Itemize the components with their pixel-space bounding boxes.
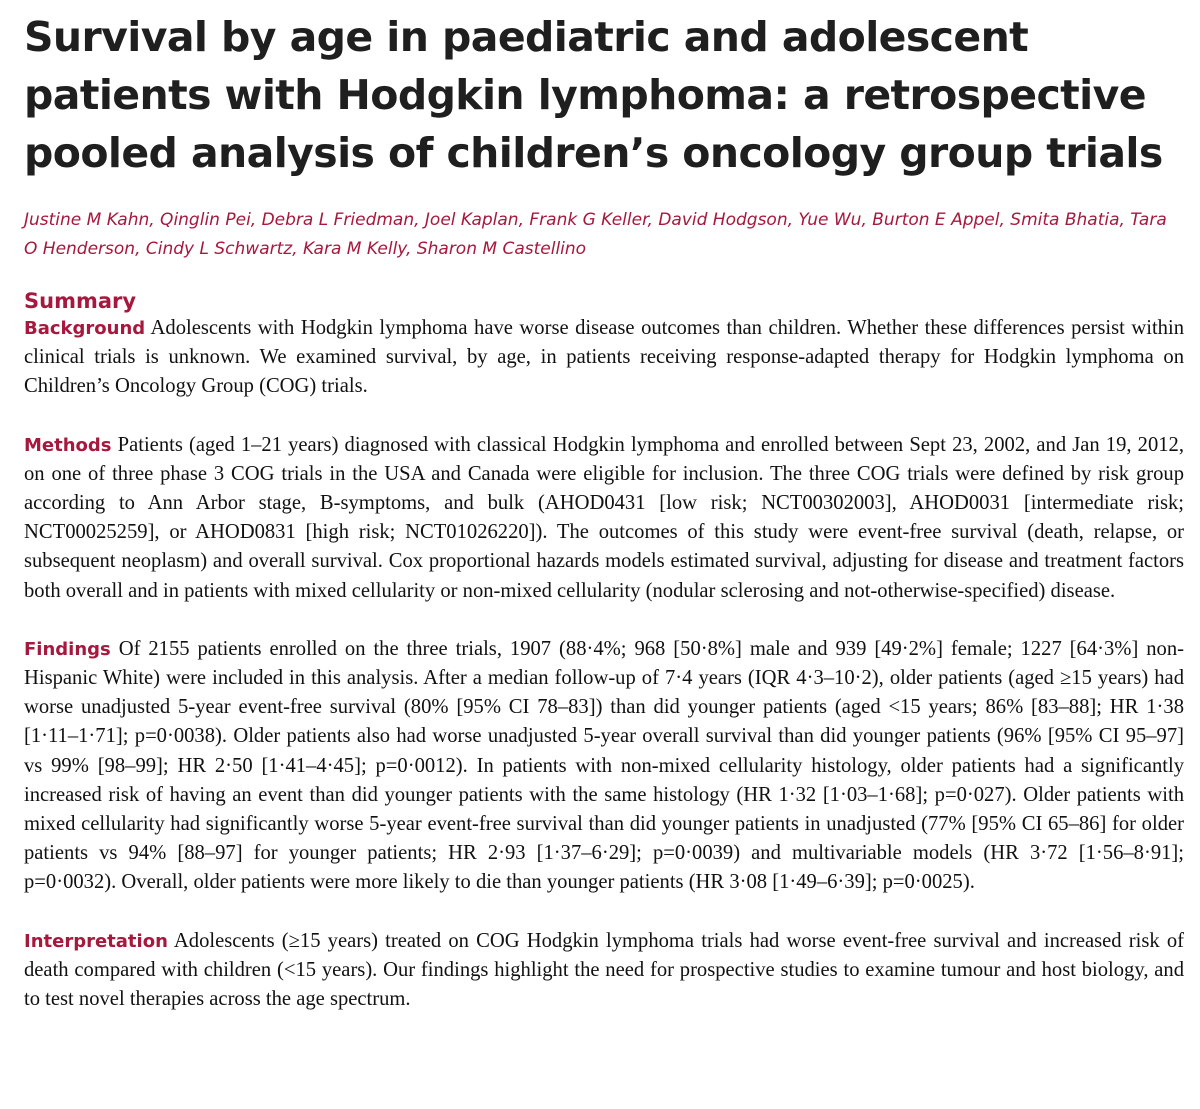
background-section (24, 314, 1184, 402)
interpretation-label: Interpretation (24, 930, 168, 952)
article-abstract (24, 8, 1184, 1043)
findings-section (24, 635, 1184, 898)
background-label: Background (24, 318, 146, 339)
interpretation-text: Adolescents (≥15 years) treated on COG Hodgkin lymphoma trials had worse event-free survival and increased risk of death compared with children (<15 years). Our findings highlight the need for prospective studies to examine tumour and host biology, and to test novel therapies across the age spectrum. (24, 929, 1184, 1011)
interpretation-section (24, 927, 1184, 1015)
findings-label: Findings (24, 638, 111, 660)
article-title: Survival by age in paediatric and adolescent patients with Hodgkin lymphoma: a retrospective pooled analysis of children’s oncology group trials (24, 13, 1163, 177)
methods-text: Patients (aged 1–21 years) diagnosed with classical Hodgkin lymphoma and enrolled between Sept 23, 2002, and Jan 19, 2012, on one of three phase 3 COG trials in the USA and Canada were eligible for inclusion. The three COG trials were defined by risk group according to Ann Arbor stage, B-symptoms, and bulk (AHOD0431 [low risk; NCT00302003], AHOD0031 [intermediate risk; NCT00025259], or AHOD0831 [high risk; NCT01026220]). The outcomes of this study were event-free survival (death, relapse, or subsequent neoplasm) and overall survival. Cox proportional hazards models estimated survival, adjusting for disease and treatment factors both overall and in patients with mixed cellularity or non-mixed cellularity (nodular sclerosing and not-otherwise-specified) disease. (24, 433, 1184, 602)
methods-section (24, 431, 1184, 606)
author-list: Justine M Kahn, Qinglin Pei, Debra L Friedman, Joel Kaplan, Frank G Keller, David Hodgson, Yue Wu, Burton E Appel, Smita Bhatia, Tara O Henderson, Cindy L Schwartz, Kara M Kelly, Sharon M Castellino (24, 210, 1167, 259)
summary-heading: Summary (24, 289, 137, 313)
background-text: Adolescents with Hodgkin lymphoma have worse disease outcomes than children. Whether these differences persist within clinical trials is unknown. We examined survival, by age, in patients receiving response-adapted therapy for Hodgkin lymphoma on Children’s Oncology Group (COG) trials. (24, 317, 1184, 398)
methods-label: Methods (24, 434, 112, 456)
findings-text: Of 2155 patients enrolled on the three trials, 1907 (88·4%; 968 [50·8%] male and 939 [49·2%] female; 1227 [64·3%] non-Hispanic White) were included in this analysis. After a median follow-up of 7·4 years (IQR 4·3–10·2), older patients (aged ≥15 years) had worse unadjusted 5-year event-free survival (80% [95% CI 78–83]) than did younger patients (aged <15 years; 86% [83–88]; HR 1·38 [1·11–1·71]; p=0·0038). Older patients also had worse unadjusted 5-year overall survival than did younger patients (96% [95% CI 95–97] vs 99% [98–99]; HR 2·50 [1·41–4·45]; p=0·0012). In patients with non-mixed cellularity histology, older patients had a significantly increased risk of having an event than did younger patients with the same histology (HR 1·32 [1·03–1·68]; p=0·027). Older patients with mixed cellularity had significantly worse 5-year event-free survival than did younger patients in unadjusted (77% [95% CI 65–86] for older patients vs 94% [88–97] for younger patients; HR 2·93 [1·37–6·29]; p=0·0039) and multivariable models (HR 3·72 [1·56–8·91]; p=0·0032). Overall, older patients were more likely to die than younger patients (HR 3·08 [1·49–6·39]; p=0·0025). (24, 637, 1184, 894)
